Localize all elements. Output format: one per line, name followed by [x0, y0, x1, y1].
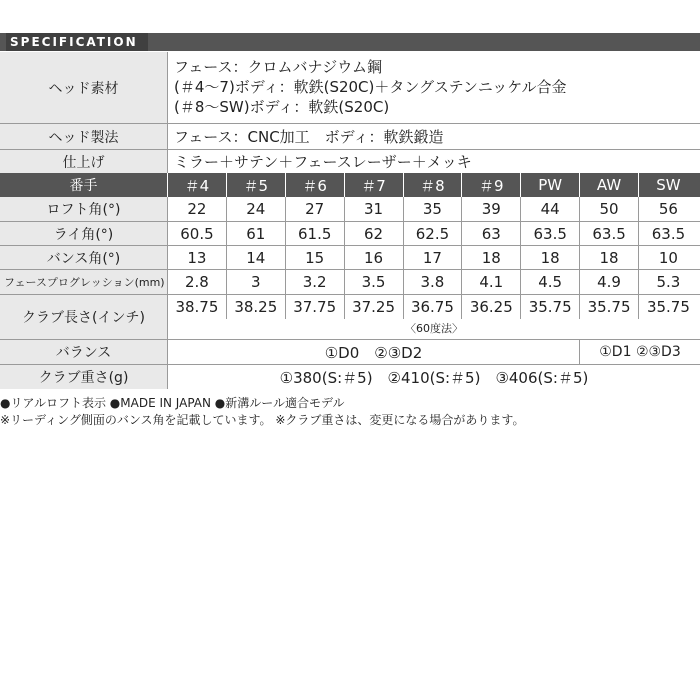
- loft-cell: 35: [404, 197, 463, 221]
- label-face-progression: フェースプログレッション(mm): [0, 270, 168, 294]
- head-material-line-1: フェース：クロムバナジウム鋼: [174, 58, 383, 76]
- progression-cell: 4.9: [580, 270, 639, 294]
- spec-header-band: [0, 33, 700, 51]
- club-number-cell: ＃4: [168, 173, 227, 197]
- row-face-progression: [0, 270, 700, 295]
- club-number-cell: ＃7: [345, 173, 404, 197]
- label-lie: ライ角(°): [0, 222, 168, 245]
- club-number-cell: AW: [580, 173, 639, 197]
- value-club-weight: ①380(S:＃5) ②410(S:＃5) ③406(S:＃5): [279, 368, 589, 387]
- bounce-cell: 16: [345, 246, 404, 269]
- lie-cell: 63.5: [521, 222, 580, 245]
- value-head-material: [168, 52, 700, 123]
- label-club-length: クラブ長さ(インチ): [0, 295, 168, 339]
- row-lie: [0, 222, 700, 246]
- bounce-cell: 14: [227, 246, 286, 269]
- loft-cell: 39: [462, 197, 521, 221]
- bounce-cells: [168, 246, 700, 269]
- row-head-material: [0, 52, 700, 124]
- lie-cell: 61: [227, 222, 286, 245]
- bounce-cell: 17: [404, 246, 463, 269]
- bounce-cell: 18: [462, 246, 521, 269]
- club-number-cell: ＃5: [227, 173, 286, 197]
- lie-cell: 62: [345, 222, 404, 245]
- length-cells: [168, 295, 700, 319]
- footnote-features: ●リアルロフト表示 ●MADE IN JAPAN ●新溝ルール適合モデル: [0, 396, 345, 410]
- club-number-cell: SW: [656, 176, 681, 194]
- row-club-weight: [0, 365, 700, 389]
- length-cell: 37.75: [286, 295, 345, 319]
- balance-value-main: ①D0 ②③D2: [168, 340, 580, 364]
- club-number-cells: [168, 173, 700, 197]
- label-balance: バランス: [0, 340, 168, 364]
- spec-title: SPECIFICATION: [6, 33, 148, 51]
- club-number-cell: ＃8: [404, 173, 463, 197]
- progression-cell: 3.8: [404, 270, 463, 294]
- bounce-cell: 13: [168, 246, 227, 269]
- bounce-cell: 10: [658, 248, 678, 267]
- progression-cell: 4.5: [521, 270, 580, 294]
- length-cell: 38.25: [227, 295, 286, 319]
- bounce-cell: 18: [521, 246, 580, 269]
- loft-cell: 44: [521, 197, 580, 221]
- lie-cell: 62.5: [404, 222, 463, 245]
- length-measure-note: 〈60度法〉: [405, 322, 463, 335]
- label-bounce: バンス角(°): [0, 246, 168, 269]
- loft-cell: 31: [345, 197, 404, 221]
- lie-cell: 60.5: [168, 222, 227, 245]
- balance-value-wedge: ①D1 ②③D3: [599, 344, 681, 360]
- loft-cells: [168, 197, 700, 221]
- progression-cell: 3.5: [345, 270, 404, 294]
- label-club-number: 番手: [0, 173, 168, 197]
- bounce-cell: 18: [580, 246, 639, 269]
- length-cell: 35.75: [646, 298, 690, 316]
- loft-cell: 24: [227, 197, 286, 221]
- length-cell: 38.75: [168, 295, 227, 319]
- head-material-line-3: (＃8〜SW)ボディ：軟鉄(S20C): [174, 98, 390, 116]
- progression-cell: 4.1: [462, 270, 521, 294]
- length-cell: 37.25: [345, 295, 404, 319]
- value-head-process: フェース：CNC加工 ボディ：軟鉄鍛造: [174, 128, 444, 146]
- progression-cell: 3: [227, 270, 286, 294]
- lie-cell: 63.5: [651, 224, 686, 243]
- lie-cell: 63: [462, 222, 521, 245]
- loft-cell: 56: [658, 200, 678, 218]
- length-cell: 36.25: [462, 295, 521, 319]
- club-number-cell: ＃9: [462, 173, 521, 197]
- row-finish: [0, 150, 700, 173]
- row-club-number: [0, 173, 700, 197]
- loft-cell: 50: [580, 197, 639, 221]
- loft-cell: 22: [168, 197, 227, 221]
- lie-cell: 63.5: [580, 222, 639, 245]
- length-cell: 35.75: [521, 295, 580, 319]
- lie-cells: [168, 222, 700, 245]
- progression-cell: 5.3: [656, 273, 681, 291]
- value-finish: ミラー＋サテン＋フェースレーザー＋メッキ: [174, 153, 472, 171]
- row-head-process: [0, 124, 700, 150]
- head-material-line-2: (＃4〜7)ボディ：軟鉄(S20C)＋タングステンニッケル合金: [174, 78, 567, 96]
- loft-cell: 27: [286, 197, 345, 221]
- label-head-process: ヘッド製法: [0, 124, 168, 149]
- footnote-disclaimer: ※リーディング側面のバンス角を記載しています。 ※クラブ重さは、変更になる場合があります。: [0, 413, 525, 427]
- label-finish: 仕上げ: [0, 150, 168, 173]
- progression-cell: 2.8: [168, 270, 227, 294]
- row-club-length: [0, 295, 700, 340]
- length-cell: 35.75: [580, 295, 639, 319]
- label-loft: ロフト角(°): [0, 197, 168, 221]
- length-cell: 36.75: [404, 295, 463, 319]
- progression-cell: 3.2: [286, 270, 345, 294]
- bounce-cell: 15: [286, 246, 345, 269]
- label-club-weight: クラブ重さ(g): [0, 365, 168, 389]
- label-head-material: ヘッド素材: [0, 52, 168, 123]
- club-number-cell: ＃6: [286, 173, 345, 197]
- row-balance: [0, 340, 700, 365]
- lie-cell: 61.5: [286, 222, 345, 245]
- row-loft: [0, 197, 700, 222]
- club-number-cell: PW: [521, 173, 580, 197]
- progression-cells: [168, 270, 700, 294]
- row-bounce: [0, 246, 700, 270]
